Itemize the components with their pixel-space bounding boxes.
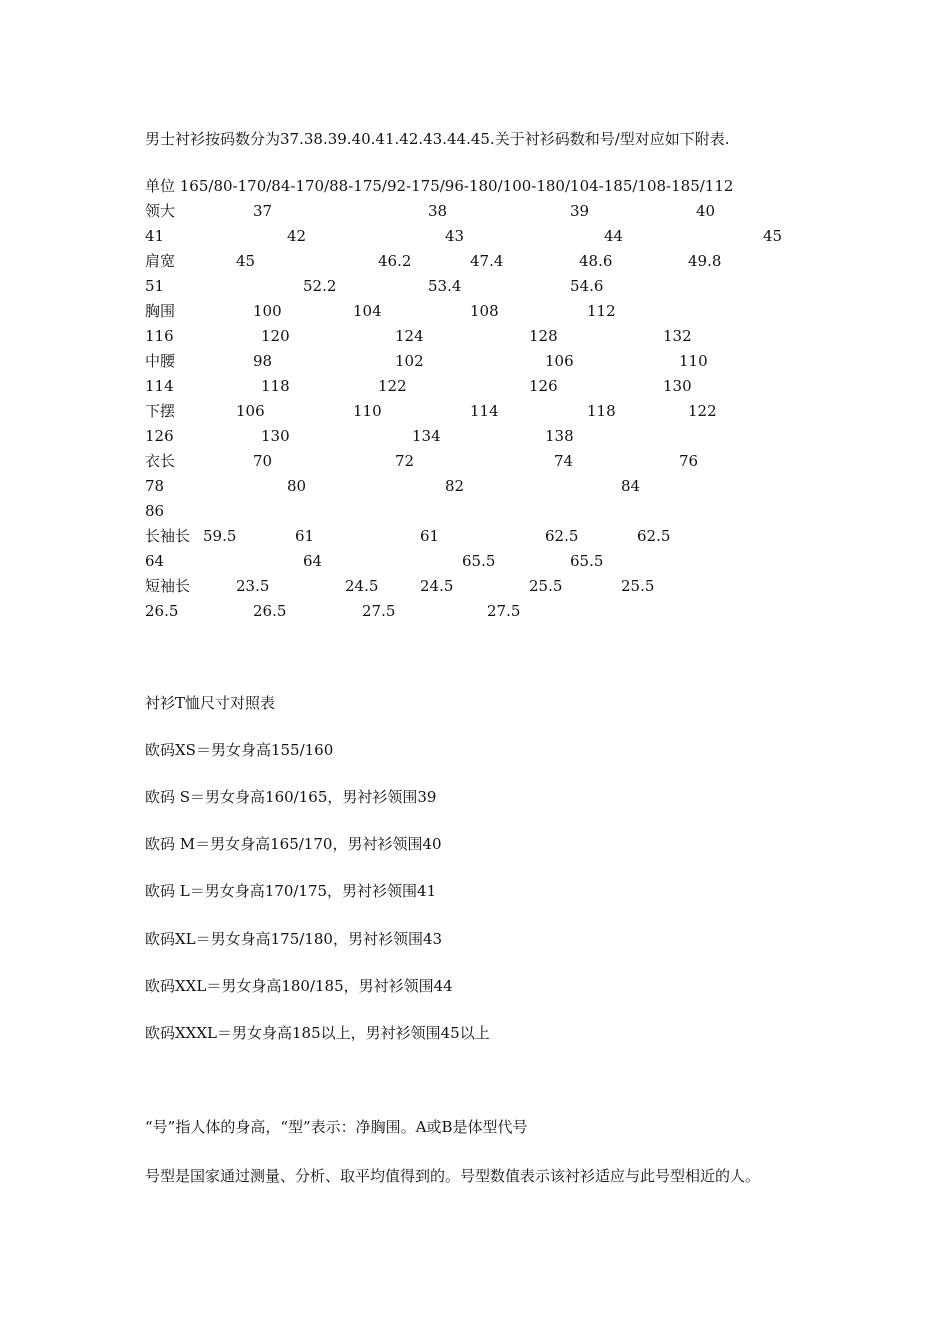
table-cell: 118	[261, 377, 290, 395]
row-label: 短袖长	[145, 577, 191, 595]
row-label: 长袖长	[145, 527, 191, 545]
table-cell: 134	[412, 427, 441, 445]
table-cell: 44	[604, 227, 624, 245]
table-cell: 126	[145, 427, 174, 445]
table-cell: 65.5	[570, 552, 604, 570]
table-cell: 62.5	[545, 527, 579, 545]
table-cell: 84	[621, 477, 641, 495]
table-cell: 25.5	[529, 577, 563, 595]
row-label: 下摆	[145, 402, 176, 420]
table-cell: 130	[261, 427, 290, 445]
row-label: 领大	[145, 202, 176, 220]
size-item: 欧码XXXL＝男女身高185以上，男衬衫领围45以上	[145, 1024, 490, 1042]
size-item: 欧码XL＝男女身高175/180，男衬衫领围43	[145, 930, 443, 948]
table-cell: 132	[663, 327, 692, 345]
table-cell: 26.5	[253, 602, 287, 620]
table-cell: 80	[287, 477, 307, 495]
table-cell: 38	[428, 202, 448, 220]
table-cell: 41	[145, 227, 165, 245]
table-cell: 65.5	[462, 552, 496, 570]
size-table-header: 单位 165/80-170/84-170/88-175/92-175/96-180/100-180/104-185/108-185/112	[145, 177, 734, 195]
row-label: 胸围	[145, 302, 176, 320]
table-cell: 126	[529, 377, 558, 395]
table-cell: 24.5	[345, 577, 379, 595]
table-cell: 54.6	[570, 277, 604, 295]
table-cell: 104	[353, 302, 382, 320]
table-cell: 45	[236, 252, 256, 270]
table-cell: 122	[378, 377, 407, 395]
table-cell: 108	[470, 302, 499, 320]
table-cell: 72	[395, 452, 415, 470]
table-cell: 106	[236, 402, 265, 420]
table-cell: 112	[587, 302, 616, 320]
table-cell: 116	[145, 327, 174, 345]
table-cell: 74	[554, 452, 574, 470]
size-item: 欧码XS＝男女身高155/160	[145, 741, 334, 759]
table-cell: 46.2	[378, 252, 412, 270]
size-item: 欧码 S＝男女身高160/165，男衬衫领围39	[145, 788, 437, 806]
table-cell: 52.2	[303, 277, 337, 295]
table-cell: 61	[295, 527, 315, 545]
table-cell: 118	[587, 402, 616, 420]
table-cell: 98	[253, 352, 273, 370]
section-title: 衬衫T恤尺寸对照表	[145, 694, 276, 712]
size-item: 欧码XXL＝男女身高180/185，男衬衫领围44	[145, 977, 453, 995]
table-cell: 49.8	[688, 252, 722, 270]
table-cell: 45	[763, 227, 783, 245]
table-cell: 25.5	[621, 577, 655, 595]
table-cell: 48.6	[579, 252, 613, 270]
table-cell: 110	[353, 402, 382, 420]
table-cell: 43	[445, 227, 465, 245]
table-cell: 64	[145, 552, 165, 570]
table-cell: 100	[253, 302, 282, 320]
table-cell: 27.5	[362, 602, 396, 620]
table-cell: 106	[545, 352, 574, 370]
table-cell: 130	[663, 377, 692, 395]
row-label: 肩宽	[145, 252, 176, 270]
table-cell: 59.5	[203, 527, 237, 545]
table-cell: 64	[303, 552, 323, 570]
row-label: 衣长	[145, 452, 176, 470]
table-cell: 42	[287, 227, 307, 245]
table-cell: 110	[679, 352, 708, 370]
table-cell: 86	[145, 502, 165, 520]
table-cell: 78	[145, 477, 165, 495]
size-item: 欧码 L＝男女身高170/175，男衬衫领围41	[145, 882, 437, 900]
table-cell: 124	[395, 327, 424, 345]
table-cell: 122	[688, 402, 717, 420]
table-cell: 23.5	[236, 577, 270, 595]
table-cell: 27.5	[487, 602, 521, 620]
table-cell: 82	[445, 477, 465, 495]
table-cell: 47.4	[470, 252, 504, 270]
table-cell: 37	[253, 202, 273, 220]
note-paragraph: 号型是国家通过测量、分析、取平均值得到的。号型数值表示该衬衫适应与此号型相近的人。	[145, 1167, 761, 1185]
intro-paragraph: 男士衬衫按码数分为37.38.39.40.41.42.43.44.45.关于衬衫码数和号/型对应如下附表.	[145, 130, 730, 148]
table-cell: 70	[253, 452, 273, 470]
table-cell: 114	[145, 377, 174, 395]
table-cell: 120	[261, 327, 290, 345]
table-cell: 51	[145, 277, 165, 295]
size-item: 欧码 M＝男女身高165/170，男衬衫领围40	[145, 835, 442, 853]
table-cell: 128	[529, 327, 558, 345]
table-cell: 24.5	[420, 577, 454, 595]
note-paragraph: “号”指人体的身高，“型”表示：净胸围。A或B是体型代号	[145, 1118, 528, 1136]
table-cell: 39	[570, 202, 590, 220]
table-cell: 40	[696, 202, 716, 220]
table-cell: 53.4	[428, 277, 462, 295]
table-cell: 76	[679, 452, 699, 470]
table-cell: 114	[470, 402, 499, 420]
table-cell: 102	[395, 352, 424, 370]
row-label: 中腰	[145, 352, 176, 370]
table-cell: 26.5	[145, 602, 179, 620]
table-cell: 138	[545, 427, 574, 445]
table-cell: 61	[420, 527, 440, 545]
table-cell: 62.5	[637, 527, 671, 545]
